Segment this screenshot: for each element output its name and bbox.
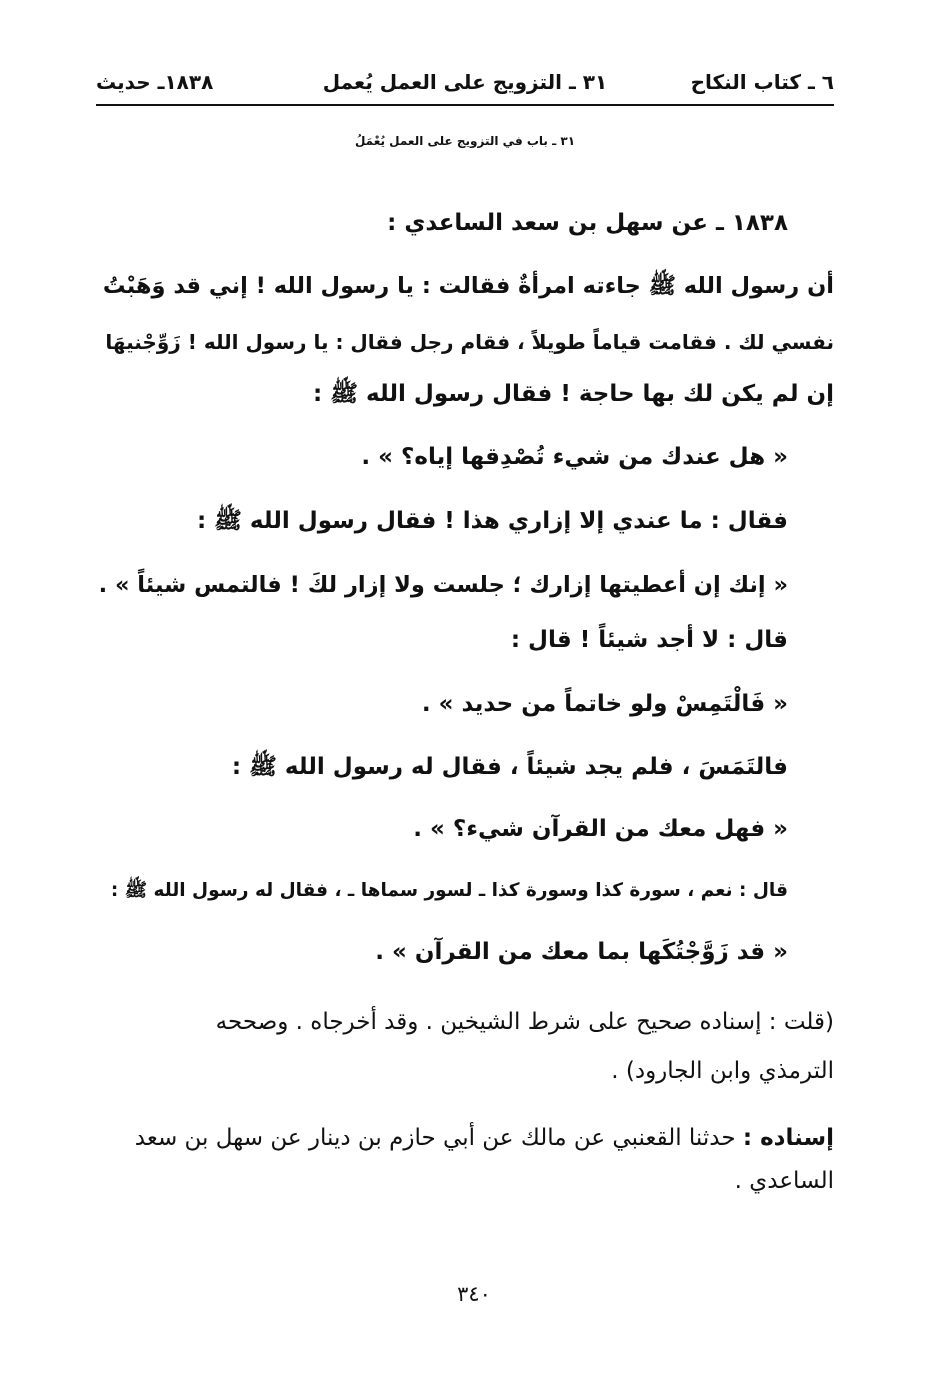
body-line: أن رسول الله ﷺ جاءته امرأةٌ فقالت : يا رسول الله ! إني قد وَهَبْتُ [102, 273, 834, 299]
body-line: « قد زَوَّجْتُكَها بما معك من القرآن » . [375, 939, 788, 965]
note-line: الترمذي وابن الجارود) . [611, 1058, 834, 1084]
hadith-heading: ١٨٣٨ ـ عن سهل بن سعد الساعدي : [387, 210, 788, 236]
body-line: « هل عندك من شيء تُصْدِقها إياه؟ » . [361, 444, 788, 470]
header-divider [96, 104, 834, 106]
running-header [96, 62, 834, 104]
isnad-label: إسناده : [742, 1125, 834, 1151]
body-line: « فَالْتَمِسْ ولو خاتماً من حديد » . [421, 691, 788, 717]
body-line: « فهل معك من القرآن شيء؟ » . [413, 816, 788, 842]
header-chapter: ٦ ـ كتاب النكاح [690, 70, 834, 94]
isnad-line [135, 1123, 834, 1153]
body-line: « إنك إن أعطيتها إزارك ؛ جلست ولا إزار لكَ ! فالتمس شيئاً » . [98, 572, 788, 598]
body-line: فالتَمَسَ ، فلم يجد شيئاً ، فقال له رسول الله ﷺ : [231, 754, 788, 780]
page-number: ٣٤٠ [457, 1282, 491, 1306]
isnad-line: الساعدي . [734, 1168, 834, 1194]
header-section: ٣١ ـ التزويج على العمل يُعمل [322, 70, 608, 94]
chapter-title: ٣١ ـ باب في التزويج على العمل يُعْمَلُ [354, 134, 576, 148]
header-hadith-ref: ١٨٣٨ـ حديث [96, 70, 214, 94]
body-line: إن لم يكن لك بها حاجة ! فقال رسول الله ﷺ : [313, 381, 834, 407]
body-line: قال : نعم ، سورة كذا وسورة كذا ـ لسور سماها ـ ، فقال له رسول الله ﷺ : [110, 880, 788, 901]
note-line: (قلت : إسناده صحيح على شرط الشيخين . وقد أخرجاه . وصححه [215, 1009, 834, 1035]
isnad-text: حدثنا القعنبي عن مالك عن أبي حازم بن دينار عن سهل بن سعد [134, 1125, 736, 1151]
body-line: قال : لا أجد شيئاً ! قال : [510, 627, 788, 653]
body-line: نفسي لك . فقامت قياماً طويلاً ، فقام رجل فقال : يا رسول الله ! زَوِّجْنيهَا [105, 330, 834, 354]
body-line: فقال : ما عندي إلا إزاري هذا ! فقال رسول الله ﷺ : [196, 508, 788, 534]
